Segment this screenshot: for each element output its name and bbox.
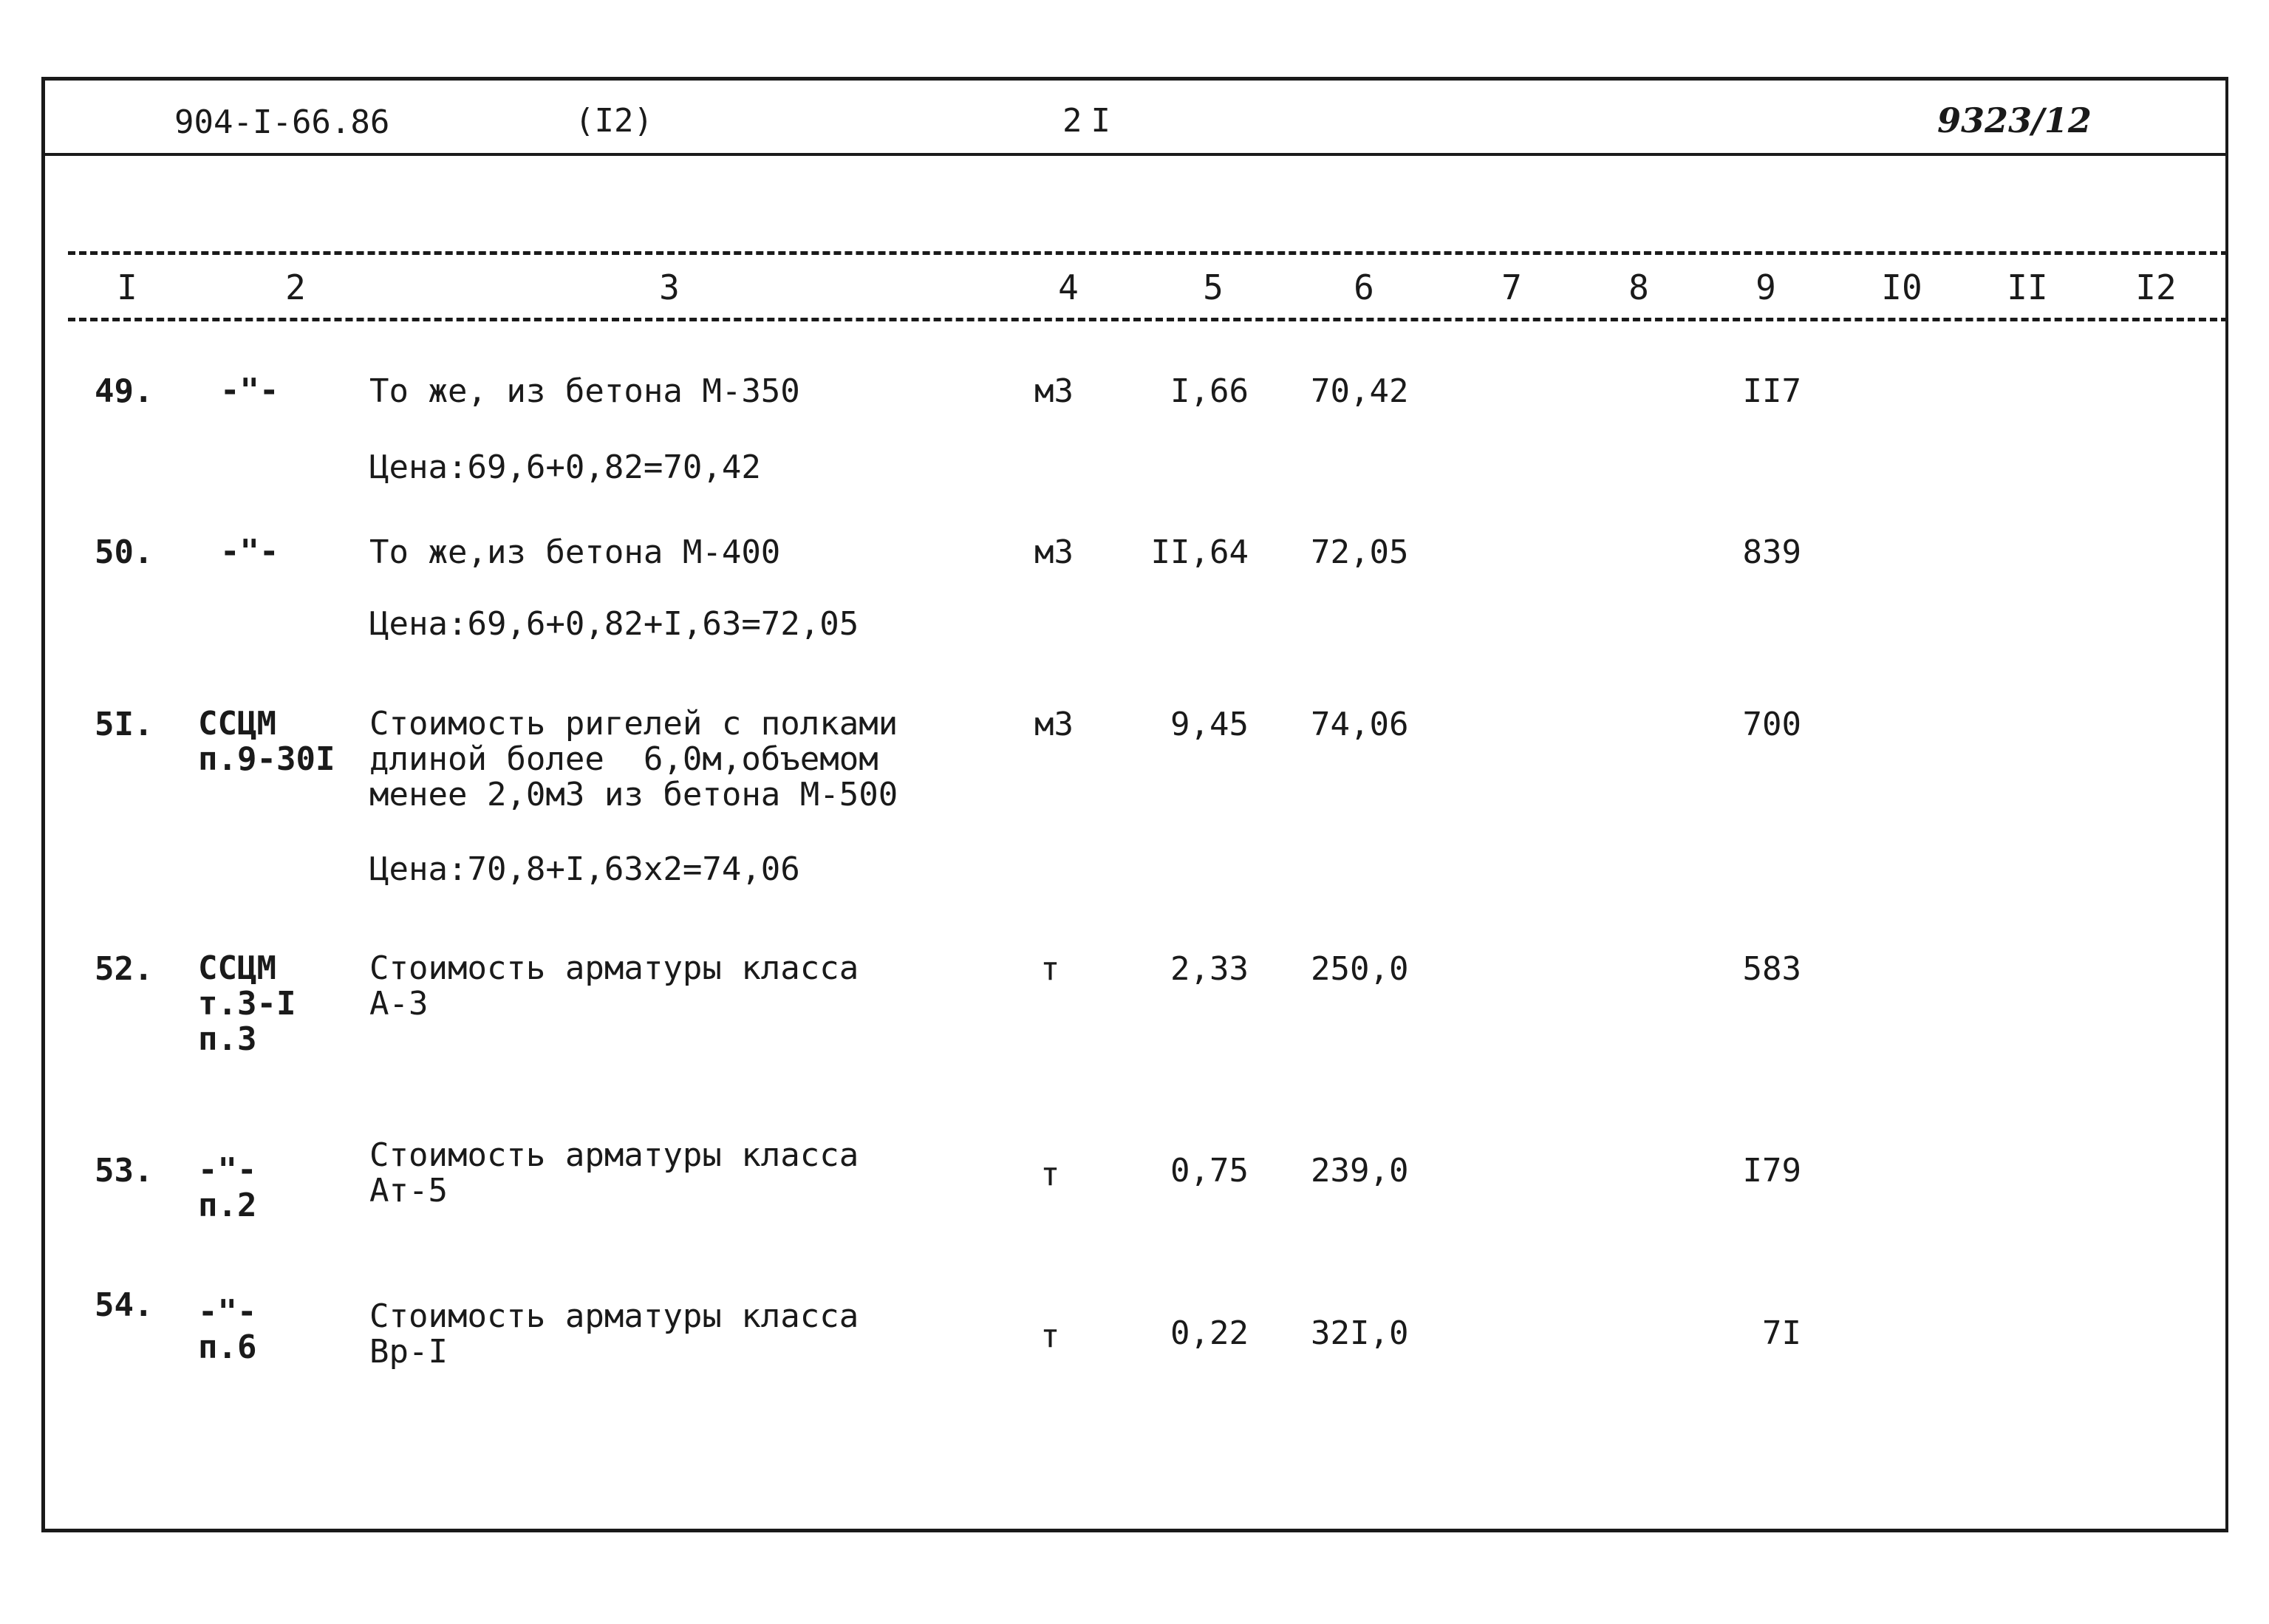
row-total: I79: [1742, 1152, 1801, 1190]
column-header-11: II: [2007, 267, 2048, 307]
row-total: 700: [1742, 706, 1801, 743]
row-quantity: 2,33: [1170, 950, 1249, 988]
row-description: Стоимость арматуры класса Вр-I: [369, 1297, 859, 1371]
row-price: 70,42: [1311, 372, 1409, 410]
row-number: 53.: [95, 1152, 154, 1190]
column-header-9: 9: [1756, 267, 1776, 307]
column-header-8: 8: [1628, 267, 1649, 307]
row-price: 32I,0: [1311, 1314, 1409, 1352]
row-number: 50.: [95, 533, 154, 571]
row-reference: -"- п.6: [198, 1293, 257, 1366]
row-number: 49.: [95, 372, 154, 410]
row-total: 7I: [1762, 1314, 1801, 1352]
table-header-top-rule: [68, 251, 2228, 255]
column-header-1: I: [117, 267, 137, 307]
row-price: 250,0: [1311, 950, 1409, 988]
row-unit: т: [1040, 1156, 1060, 1193]
row-unit: м3: [1034, 706, 1074, 743]
inventory-stamp: 9323/12: [1937, 100, 2092, 140]
row-price: 239,0: [1311, 1152, 1409, 1190]
row-reference: ССЦМ п.9-30I: [198, 705, 335, 778]
row-quantity: II,64: [1150, 533, 1249, 571]
row-price: 74,06: [1311, 706, 1409, 743]
row-total: 583: [1742, 950, 1801, 988]
row-description: Стоимость арматуры класса Ат-5: [369, 1136, 859, 1210]
row-description: Стоимость арматуры класса А-3: [369, 949, 859, 1023]
row-number: 52.: [95, 950, 154, 988]
column-header-10: I0: [1881, 267, 1922, 307]
row-quantity: 0,75: [1170, 1152, 1249, 1190]
page-number: 2I: [1062, 102, 1119, 140]
header-divider: [41, 153, 2228, 156]
row-unit: т: [1040, 950, 1060, 988]
row-total: II7: [1742, 372, 1801, 410]
row-quantity: I,66: [1170, 372, 1249, 410]
row-price-note: Цена:70,8+I,63x2=74,06: [369, 850, 800, 888]
document-sheet-ref: (I2): [575, 102, 653, 140]
column-header-4: 4: [1058, 267, 1079, 307]
column-header-3: 3: [659, 267, 680, 307]
column-header-2: 2: [285, 267, 306, 307]
row-reference: -"-: [220, 372, 279, 409]
row-price-note: Цена:69,6+0,82+I,63=72,05: [369, 605, 859, 643]
row-reference: -"-: [220, 533, 279, 570]
row-reference: ССЦМ т.3-I п.3: [198, 949, 296, 1058]
column-header-12: I2: [2135, 267, 2177, 307]
row-number: 54.: [95, 1286, 154, 1324]
column-header-7: 7: [1501, 267, 1522, 307]
row-unit: м3: [1034, 372, 1074, 410]
table-header-bottom-rule: [68, 318, 2228, 321]
row-description: Стоимость ригелей с полками длиной более 6,0м,объемом менее 2,0м3 из бетона М-500: [369, 705, 898, 813]
row-quantity: 9,45: [1170, 706, 1249, 743]
row-quantity: 0,22: [1170, 1314, 1249, 1352]
row-price: 72,05: [1311, 533, 1409, 571]
row-reference: -"- п.2: [198, 1151, 257, 1224]
row-number: 5I.: [95, 706, 154, 743]
row-unit: т: [1040, 1317, 1060, 1355]
row-total: 839: [1742, 533, 1801, 571]
column-header-5: 5: [1203, 267, 1224, 307]
row-description: То же, из бетона М-350: [369, 372, 800, 410]
row-description: То же,из бетона М-400: [369, 533, 781, 571]
row-unit: м3: [1034, 533, 1074, 571]
row-price-note: Цена:69,6+0,82=70,42: [369, 448, 761, 486]
document-code: 904-I-66.86: [174, 103, 390, 141]
column-header-6: 6: [1354, 267, 1374, 307]
